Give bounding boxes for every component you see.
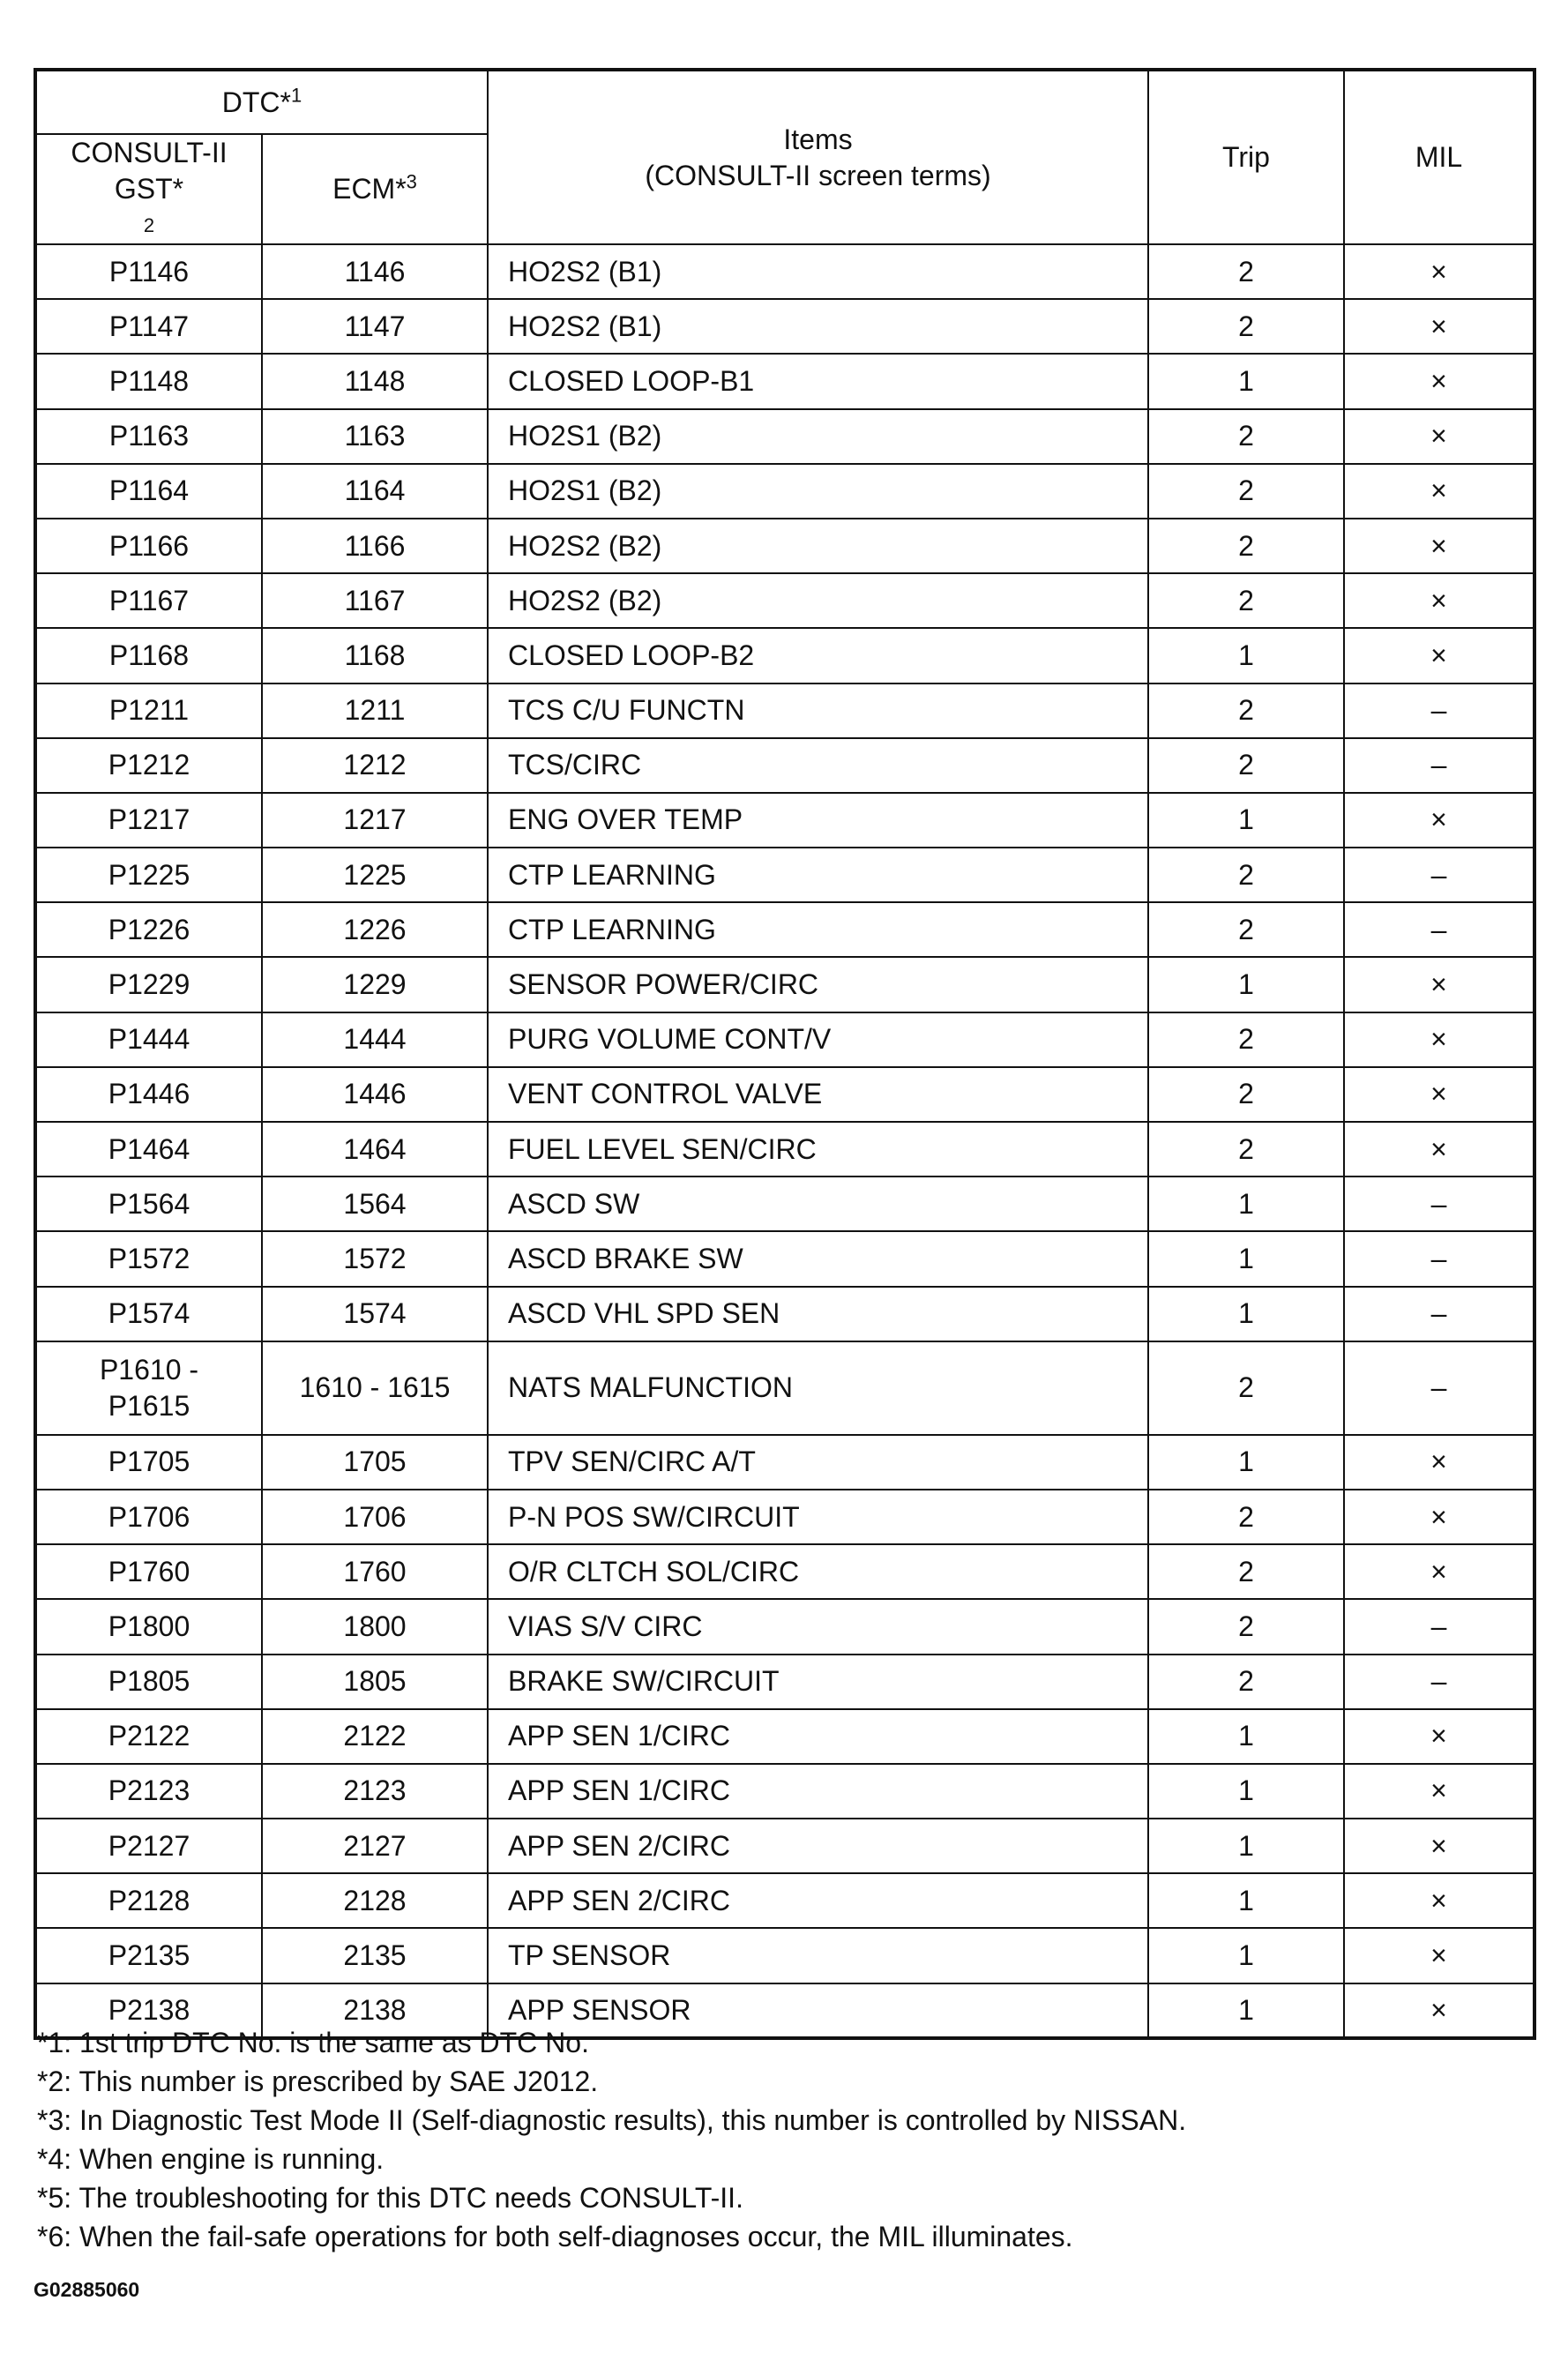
consult-code-cell: P1146: [35, 244, 262, 299]
ecm-header: ECM*$^3$: [262, 134, 488, 244]
mil-cell: ×: [1344, 1012, 1534, 1067]
mil-cell: ×: [1344, 793, 1534, 848]
table-row: [35, 1819, 1534, 1873]
consult-code-cell: P1706: [35, 1490, 262, 1544]
consult-code-cell: P1163: [35, 409, 262, 464]
consult-code-cell: P1610 - P1615: [35, 1341, 262, 1435]
ecm-code-cell: 1610 - 1615: [262, 1341, 488, 1435]
ecm-code-cell: 1166: [262, 519, 488, 573]
trip-header: Trip: [1148, 70, 1344, 244]
table-body: [35, 244, 1534, 2038]
ecm-code-cell: 1800: [262, 1599, 488, 1654]
item-cell: ASCD VHL SPD SEN: [488, 1287, 1148, 1341]
mil-cell: –: [1344, 1599, 1534, 1654]
mil-cell: ×: [1344, 1544, 1534, 1599]
consult-code-cell: P1564: [35, 1177, 262, 1231]
table-row: [35, 464, 1534, 519]
trip-cell: 1: [1148, 1928, 1344, 1983]
ecm-code-cell: 2127: [262, 1819, 488, 1873]
trip-cell: 1: [1148, 628, 1344, 683]
consult-gst-header: CONSULT-II GST* 2: [35, 134, 262, 244]
consult-code-cell: P1164: [35, 464, 262, 519]
table-row: [35, 409, 1534, 464]
table-row: [35, 1012, 1534, 1067]
item-cell: CTP LEARNING: [488, 902, 1148, 957]
consult-code-cell: P1211: [35, 684, 262, 738]
ecm-code-cell: 1148: [262, 354, 488, 408]
ecm-code-cell: 1574: [262, 1287, 488, 1341]
consult-code-cell: P1167: [35, 573, 262, 628]
mil-cell: ×: [1344, 354, 1534, 408]
ecm-code-cell: 2122: [262, 1709, 488, 1764]
mil-cell: ×: [1344, 1764, 1534, 1819]
trip-cell: 1: [1148, 1873, 1344, 1928]
item-cell: TP SENSOR: [488, 1928, 1148, 1983]
ecm-code-cell: 1211: [262, 684, 488, 738]
table-row: [35, 1231, 1534, 1286]
consult-code-cell: P1225: [35, 848, 262, 902]
trip-cell: 2: [1148, 1655, 1344, 1709]
table-row: [35, 354, 1534, 408]
table-row: [35, 1655, 1534, 1709]
item-cell: HO2S2 (B2): [488, 519, 1148, 573]
item-cell: HO2S2 (B2): [488, 573, 1148, 628]
item-cell: HO2S1 (B2): [488, 464, 1148, 519]
trip-cell: 1: [1148, 1287, 1344, 1341]
mil-cell: ×: [1344, 957, 1534, 1012]
trip-cell: 2: [1148, 464, 1344, 519]
table-row: [35, 573, 1534, 628]
consult-code-cell: P1217: [35, 793, 262, 848]
item-cell: CLOSED LOOP-B2: [488, 628, 1148, 683]
item-cell: APP SEN 2/CIRC: [488, 1819, 1148, 1873]
item-cell: O/R CLTCH SOL/CIRC: [488, 1544, 1148, 1599]
ecm-code-cell: 2128: [262, 1873, 488, 1928]
mil-cell: –: [1344, 902, 1534, 957]
table-row: [35, 1928, 1534, 1983]
table-row: [35, 793, 1534, 848]
item-cell: SENSOR POWER/CIRC: [488, 957, 1148, 1012]
trip-cell: 1: [1148, 793, 1344, 848]
footnote: *3: In Diagnostic Test Mode II (Self-diagnostic results), this number is controlled by NISSAN.: [37, 2104, 1187, 2136]
mil-cell: ×: [1344, 1819, 1534, 1873]
table-row: [35, 957, 1534, 1012]
mil-cell: –: [1344, 848, 1534, 902]
item-cell: HO2S1 (B2): [488, 409, 1148, 464]
trip-cell: 2: [1148, 1599, 1344, 1654]
ecm-code-cell: 1147: [262, 299, 488, 354]
ecm-code-cell: 1464: [262, 1122, 488, 1177]
item-cell: TPV SEN/CIRC A/T: [488, 1435, 1148, 1490]
mil-cell: ×: [1344, 299, 1534, 354]
item-cell: HO2S2 (B1): [488, 244, 1148, 299]
table-row: [35, 1544, 1534, 1599]
table-row: [35, 1067, 1534, 1122]
mil-cell: ×: [1344, 519, 1534, 573]
table-row: [35, 738, 1534, 793]
mil-cell: ×: [1344, 573, 1534, 628]
ecm-code-cell: 2123: [262, 1764, 488, 1819]
table-row: [35, 299, 1534, 354]
item-cell: CLOSED LOOP-B1: [488, 354, 1148, 408]
trip-cell: 1: [1148, 1709, 1344, 1764]
trip-cell: 2: [1148, 244, 1344, 299]
mil-cell: –: [1344, 1341, 1534, 1435]
ecm-code-cell: 1760: [262, 1544, 488, 1599]
item-cell: HO2S2 (B1): [488, 299, 1148, 354]
trip-cell: 2: [1148, 409, 1344, 464]
footnote: *4: When engine is running.: [37, 2143, 385, 2175]
table-row: [35, 628, 1534, 683]
trip-cell: 1: [1148, 1231, 1344, 1286]
figure-id: G02885060: [34, 2278, 140, 2301]
trip-cell: 1: [1148, 957, 1344, 1012]
item-cell: APP SEN 1/CIRC: [488, 1764, 1148, 1819]
mil-cell: ×: [1344, 628, 1534, 683]
table-row: [35, 244, 1534, 299]
consult-code-cell: P1166: [35, 519, 262, 573]
mil-cell: ×: [1344, 244, 1534, 299]
item-cell: FUEL LEVEL SEN/CIRC: [488, 1122, 1148, 1177]
ecm-code-cell: 1229: [262, 957, 488, 1012]
table-row: [35, 1490, 1534, 1544]
trip-cell: 1: [1148, 1435, 1344, 1490]
table-row: [35, 1177, 1534, 1231]
dtc-table: [34, 68, 1536, 2040]
table-row: [35, 1287, 1534, 1341]
consult-code-cell: P1147: [35, 299, 262, 354]
table-row: [35, 1435, 1534, 1490]
table-row: [35, 684, 1534, 738]
footnote: *1: 1st trip DTC No. is the same as DTC No.: [37, 2027, 589, 2058]
mil-cell: ×: [1344, 1709, 1534, 1764]
ecm-code-cell: 1164: [262, 464, 488, 519]
item-cell: ASCD SW: [488, 1177, 1148, 1231]
consult-code-cell: P1444: [35, 1012, 262, 1067]
mil-cell: –: [1344, 1231, 1534, 1286]
ecm-code-cell: 1446: [262, 1067, 488, 1122]
trip-cell: 2: [1148, 573, 1344, 628]
trip-cell: 1: [1148, 1983, 1344, 2038]
table-row: [35, 1122, 1534, 1177]
footnotes: [37, 2023, 1186, 2256]
item-cell: APP SEN 2/CIRC: [488, 1873, 1148, 1928]
ecm-code-cell: 1805: [262, 1655, 488, 1709]
mil-cell: –: [1344, 1655, 1534, 1709]
consult-code-cell: P1212: [35, 738, 262, 793]
ecm-code-cell: 1226: [262, 902, 488, 957]
mil-cell: ×: [1344, 1122, 1534, 1177]
consult-code-cell: P1805: [35, 1655, 262, 1709]
trip-cell: 1: [1148, 1819, 1344, 1873]
mil-cell: ×: [1344, 1983, 1534, 2038]
item-cell: APP SEN 1/CIRC: [488, 1709, 1148, 1764]
consult-code-cell: P1446: [35, 1067, 262, 1122]
trip-cell: 2: [1148, 902, 1344, 957]
items-header: Items (CONSULT-II screen terms): [488, 70, 1148, 244]
table-row: [35, 1709, 1534, 1764]
table-row: [35, 1341, 1534, 1435]
consult-code-cell: P1705: [35, 1435, 262, 1490]
item-cell: VENT CONTROL VALVE: [488, 1067, 1148, 1122]
item-cell: CTP LEARNING: [488, 848, 1148, 902]
mil-cell: ×: [1344, 1928, 1534, 1983]
table-row: [35, 1764, 1534, 1819]
trip-cell: 2: [1148, 738, 1344, 793]
trip-cell: 1: [1148, 354, 1344, 408]
consult-code-cell: P1800: [35, 1599, 262, 1654]
mil-cell: ×: [1344, 409, 1534, 464]
consult-code-cell: P2127: [35, 1819, 262, 1873]
mil-cell: –: [1344, 1177, 1534, 1231]
trip-cell: 2: [1148, 519, 1344, 573]
mil-cell: ×: [1344, 1873, 1534, 1928]
trip-cell: 2: [1148, 1122, 1344, 1177]
item-cell: APP SENSOR: [488, 1983, 1148, 2038]
mil-cell: ×: [1344, 464, 1534, 519]
trip-cell: 2: [1148, 1341, 1344, 1435]
item-cell: PURG VOLUME CONT/V: [488, 1012, 1148, 1067]
consult-code-cell: P2135: [35, 1928, 262, 1983]
consult-code-cell: P1148: [35, 354, 262, 408]
trip-cell: 2: [1148, 1012, 1344, 1067]
table-row: [35, 1873, 1534, 1928]
ecm-code-cell: 1444: [262, 1012, 488, 1067]
item-cell: ENG OVER TEMP: [488, 793, 1148, 848]
ecm-code-cell: 1706: [262, 1490, 488, 1544]
ecm-code-cell: 1167: [262, 573, 488, 628]
footnote: *2: This number is prescribed by SAE J2012.: [37, 2065, 599, 2097]
trip-cell: 1: [1148, 1177, 1344, 1231]
footnote: *5: The troubleshooting for this DTC needs CONSULT-II.: [37, 2182, 743, 2214]
consult-code-cell: P1229: [35, 957, 262, 1012]
table-header: [35, 70, 1534, 244]
ecm-code-cell: 1217: [262, 793, 488, 848]
consult-code-cell: P2138: [35, 1983, 262, 2038]
table-row: [35, 848, 1534, 902]
mil-cell: ×: [1344, 1490, 1534, 1544]
trip-cell: 2: [1148, 1067, 1344, 1122]
ecm-code-cell: 1212: [262, 738, 488, 793]
consult-code-cell: P1168: [35, 628, 262, 683]
trip-cell: 2: [1148, 1544, 1344, 1599]
table-row: [35, 1599, 1534, 1654]
ecm-code-cell: 2135: [262, 1928, 488, 1983]
item-cell: BRAKE SW/CIRCUIT: [488, 1655, 1148, 1709]
ecm-code-cell: 1146: [262, 244, 488, 299]
consult-code-cell: P1574: [35, 1287, 262, 1341]
trip-cell: 1: [1148, 1764, 1344, 1819]
trip-cell: 2: [1148, 1490, 1344, 1544]
consult-code-cell: P1572: [35, 1231, 262, 1286]
footnote: *6: When the fail-safe operations for both self-diagnoses occur, the MIL illuminates.: [37, 2221, 1073, 2252]
consult-code-cell: P1464: [35, 1122, 262, 1177]
mil-cell: ×: [1344, 1067, 1534, 1122]
item-cell: TCS C/U FUNCTN: [488, 684, 1148, 738]
ecm-code-cell: 1163: [262, 409, 488, 464]
mil-cell: –: [1344, 738, 1534, 793]
consult-code-cell: P2128: [35, 1873, 262, 1928]
item-cell: TCS/CIRC: [488, 738, 1148, 793]
consult-code-cell: P1226: [35, 902, 262, 957]
table-row: [35, 519, 1534, 573]
consult-code-cell: P1760: [35, 1544, 262, 1599]
mil-cell: –: [1344, 684, 1534, 738]
item-cell: NATS MALFUNCTION: [488, 1341, 1148, 1435]
item-cell: VIAS S/V CIRC: [488, 1599, 1148, 1654]
trip-cell: 2: [1148, 299, 1344, 354]
ecm-code-cell: 1225: [262, 848, 488, 902]
item-cell: P-N POS SW/CIRCUIT: [488, 1490, 1148, 1544]
dtc-header: DTC*$^1$: [35, 70, 488, 134]
ecm-code-cell: 1572: [262, 1231, 488, 1286]
ecm-code-cell: 1705: [262, 1435, 488, 1490]
trip-cell: 2: [1148, 848, 1344, 902]
item-cell: ASCD BRAKE SW: [488, 1231, 1148, 1286]
table-row: [35, 902, 1534, 957]
consult-code-cell: P2122: [35, 1709, 262, 1764]
trip-cell: 2: [1148, 684, 1344, 738]
consult-code-cell: P2123: [35, 1764, 262, 1819]
mil-cell: ×: [1344, 1435, 1534, 1490]
ecm-code-cell: 1564: [262, 1177, 488, 1231]
mil-cell: –: [1344, 1287, 1534, 1341]
ecm-code-cell: 2138: [262, 1983, 488, 2038]
mil-header: MIL: [1344, 70, 1534, 244]
ecm-code-cell: 1168: [262, 628, 488, 683]
